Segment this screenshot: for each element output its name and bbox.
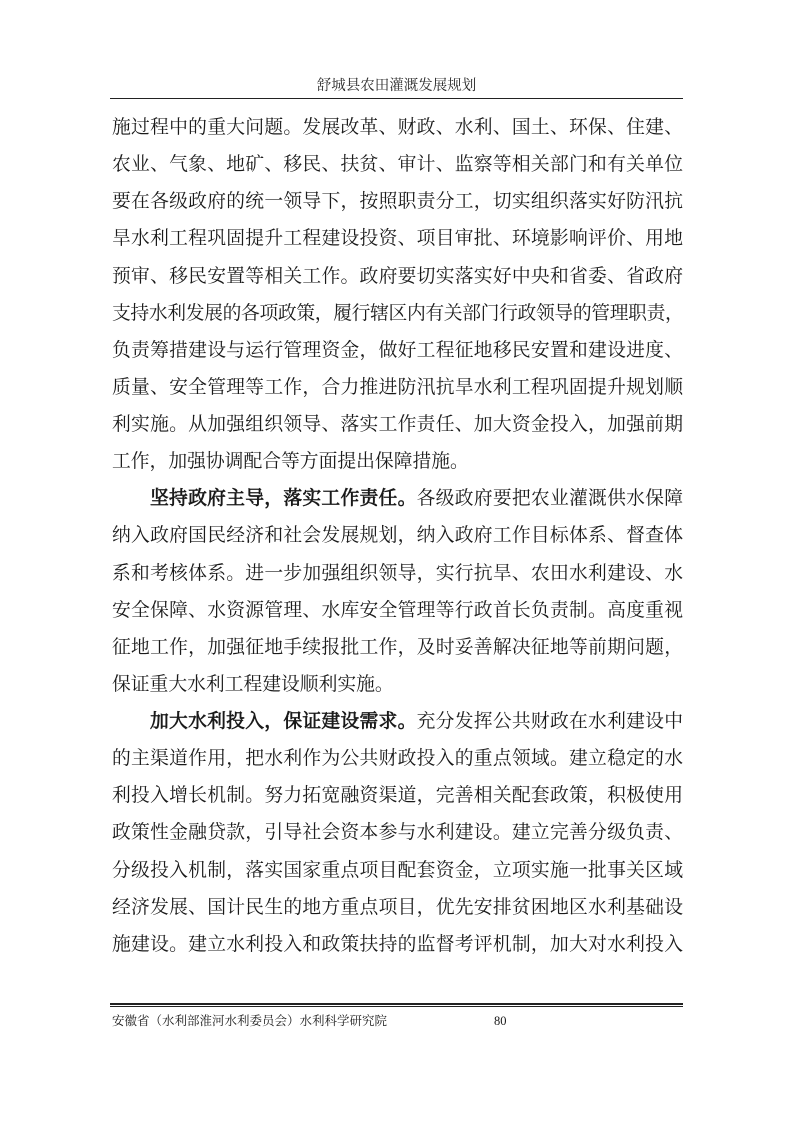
paragraph-2 — [112, 480, 683, 703]
text-line: 旱水利工程巩固提升工程建设投资、项目审批、环境影响评价、用地 — [112, 228, 683, 250]
paragraph-1 — [112, 109, 683, 480]
text-line: 经济发展、国计民生的地方重点项目，优先安排贫困地区水利基础设 — [112, 896, 683, 918]
bold-lead-phrase: 坚持政府主导，落实工作责任。 — [150, 487, 417, 510]
footer-rule — [110, 1003, 683, 1007]
text-line: 施过程中的重大问题。发展改革、财政、水利、国土、环保、住建、 — [112, 117, 683, 138]
text-line: 支持水利发展的各项政策，履行辖区内有关部门行政领导的管理职责， — [112, 302, 683, 324]
text-line: 工作，加强协调配合等方面提出保障措施。 — [112, 451, 469, 473]
text-line-rest: 各级政府要把农业灌溉供水保障 — [416, 488, 684, 510]
text-line: 征地工作，加强征地手续报批工作，及时妥善解决征地等前期问题， — [112, 636, 683, 658]
body-text — [112, 109, 683, 963]
paragraph-3 — [112, 703, 683, 963]
bold-lead-phrase: 加大水利投入，保证建设需求。 — [150, 710, 417, 732]
text-line: 要在各级政府的统一领导下，按照职责分工，切实组织落实好防汛抗 — [112, 191, 683, 213]
text-line: 政策性金融贷款，引导社会资本参与水利建设。建立完善分级负责、 — [112, 822, 683, 844]
text-line-first — [112, 703, 683, 740]
text-line: 负责筹措建设与运行管理资金，做好工程征地移民安置和建设进度、 — [112, 339, 683, 361]
text-line: 利投入增长机制。努力拓宽融资渠道，完善相关配套政策，积极使用 — [112, 785, 683, 807]
text-line: 质量、安全管理等工作，合力推进防汛抗旱水利工程巩固提升规划顺 — [112, 376, 683, 398]
footer-organization: 安徽省（水利部淮河水利委员会）水利科学研究院 — [112, 1013, 388, 1028]
text-line: 纳入政府国民经济和社会发展规划，纳入政府工作目标体系、督查体 — [112, 525, 683, 547]
text-line-first — [112, 480, 683, 517]
text-line: 保证重大水利工程建设顺利实施。 — [112, 673, 394, 695]
text-line: 利实施。从加强组织领导、落实工作责任、加大资金投入，加强前期 — [112, 414, 683, 435]
text-line: 预审、移民安置等相关工作。政府要切实落实好中央和省委、省政府 — [112, 265, 683, 287]
text-line: 系和考核体系。进一步加强组织领导，实行抗旱、农田水利建设、水 — [112, 562, 683, 584]
text-line: 施建设。建立水利投入和政策扶持的监督考评机制，加大对水利投入 — [112, 933, 683, 955]
header-rule — [110, 98, 683, 99]
page-number: 80 — [494, 1014, 507, 1028]
text-line: 农业、气象、地矿、移民、扶贫、审计、监察等相关部门和有关单位 — [112, 154, 683, 176]
text-line: 的主渠道作用，把水利作为公共财政投入的重点领域。建立稳定的水 — [112, 748, 683, 770]
text-line: 安全保障、水资源管理、水库安全管理等行政首长负责制。高度重视 — [112, 599, 683, 621]
text-line-rest: 充分发挥公共财政在水利建设中 — [416, 711, 684, 732]
running-header-title: 舒城县农田灌溉发展规划 — [316, 78, 477, 94]
text-line: 分级投入机制，落实国家重点项目配套资金，立项实施一批事关区域 — [112, 859, 683, 881]
